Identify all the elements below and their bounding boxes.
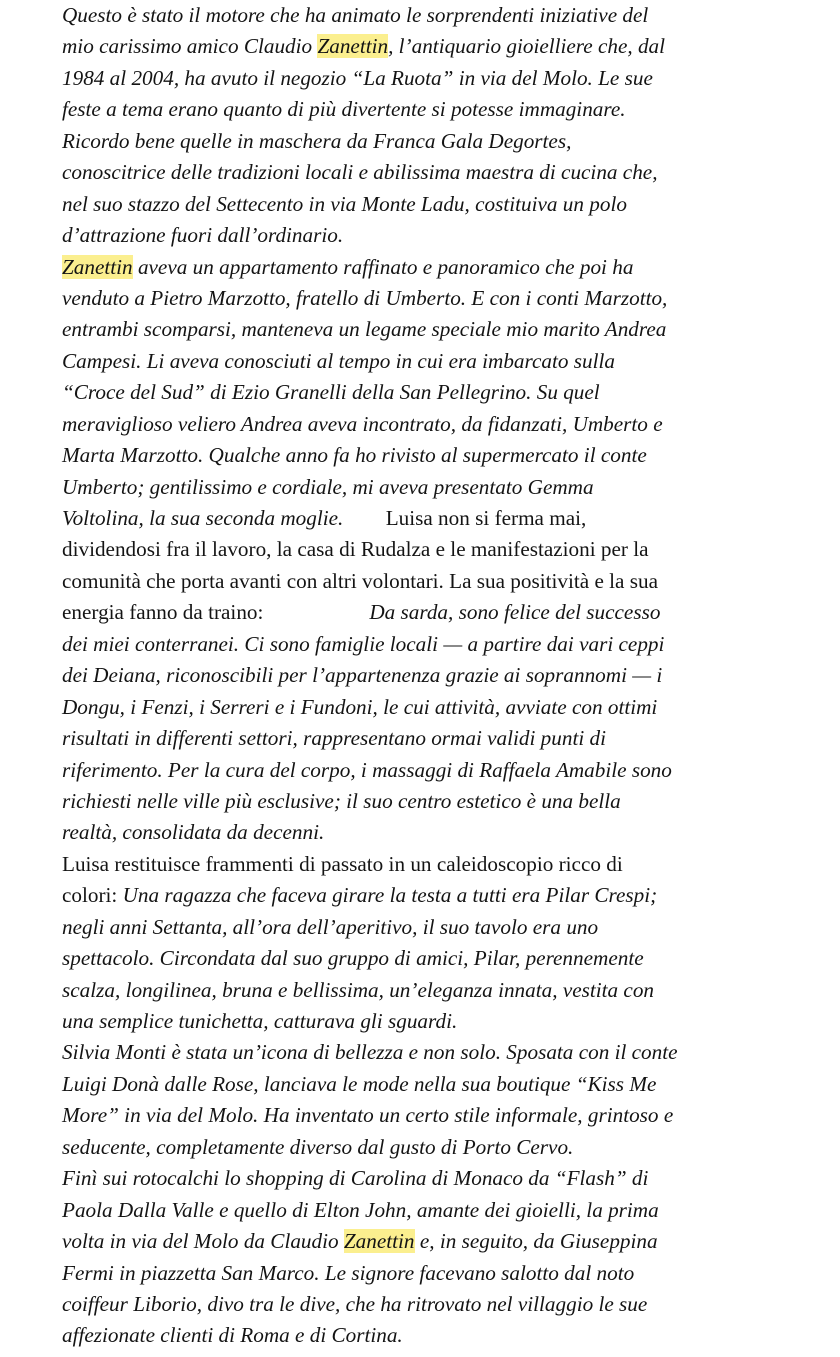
text-line: [62, 63, 822, 94]
text-line: [62, 629, 822, 660]
text-line: [62, 157, 822, 188]
text-line: [62, 220, 822, 251]
text-line: [62, 377, 822, 408]
text-run: comunità che porta avanti con altri volontari. La sua positività e la sua: [62, 568, 659, 593]
text-line: [62, 1320, 822, 1351]
text-line: [62, 1163, 822, 1194]
text-run: Finì sui rotocalchi lo shopping di Carolina di Monaco da “Flash” di: [62, 1166, 649, 1191]
text-line: [62, 1037, 822, 1068]
text-run: riferimento. Per la cura del corpo, i massaggi di Raffaela Amabile sono: [62, 757, 672, 782]
text-run: Luigi Donà dalle Rose, lanciava le mode nella sua boutique “Kiss Me: [62, 1071, 657, 1096]
text-run: dei Deiana, riconoscibili per l’appartenenza grazie ai soprannomi — i: [62, 663, 663, 688]
text-run: Umberto; gentilissimo e cordiale, mi aveva presentato Gemma: [62, 474, 594, 499]
text-run: dividendosi fra il lavoro, la casa di Rudalza e le manifestazioni per la: [62, 537, 649, 562]
text-line: [62, 1289, 822, 1320]
text-run: Una ragazza che faceva girare la testa a tutti era Pilar Crespi;: [122, 883, 658, 908]
text-line: [62, 283, 822, 314]
text-run: aveva un appartamento raffinato e panoramico che poi ha: [132, 254, 634, 279]
text-run: Luisa non si ferma mai,: [343, 506, 587, 530]
text-line: [62, 1226, 822, 1257]
text-line: [62, 31, 822, 62]
text-line: [62, 503, 822, 534]
text-run: e, in seguito, da Giuseppina: [414, 1229, 658, 1254]
text-line: [62, 597, 822, 628]
text-line: [62, 126, 822, 157]
text-line: [62, 1195, 822, 1226]
text-run: meraviglioso veliero Andrea aveva incontrato, da fidanzati, Umberto e: [62, 411, 663, 436]
text-run: More” in via del Molo. Ha inventato un certo stile informale, grintoso e: [62, 1103, 674, 1128]
text-run: Dongu, i Fenzi, i Serreri e i Fundoni, le cui attività, avviate con ottimi: [62, 694, 658, 719]
text-line: [62, 0, 822, 31]
text-run: Marta Marzotto. Qualche anno fa ho rivisto al supermercato il conte: [62, 443, 647, 468]
highlighted-name: Zanettin: [343, 1229, 415, 1254]
text-line: [62, 943, 822, 974]
text-line: [62, 880, 822, 911]
highlighted-name: Zanettin: [62, 254, 133, 279]
text-line: [62, 817, 822, 848]
text-run: Voltolina, la sua seconda moglie.: [62, 506, 344, 530]
text-line: [62, 94, 822, 125]
text-run: d’attrazione fuori dall’ordinario.: [62, 223, 344, 248]
text-run: Fermi in piazzetta San Marco. Le signore facevano salotto dal noto: [62, 1260, 635, 1285]
text-line: [62, 440, 822, 471]
text-line: [62, 472, 822, 503]
text-run: Ricordo bene quelle in maschera da Franca Gala Degortes,: [62, 128, 572, 153]
text-line: [62, 786, 822, 817]
text-run: mio carissimo amico Claudio: [62, 34, 318, 59]
text-line: [62, 723, 822, 754]
text-run: Questo è stato il motore che ha animato le sorprendenti iniziative del: [62, 3, 649, 27]
text-run: scalza, longilinea, bruna e bellissima, un’eleganza innata, vestita con: [62, 977, 655, 1002]
text-run: colori:: [62, 883, 123, 908]
text-run: dei miei conterranei. Ci sono famiglie locali — a partire dai vari ceppi: [62, 631, 665, 656]
text-line: [62, 975, 822, 1006]
text-run: conoscitrice delle tradizioni locali e abilissima maestra di cucina che,: [62, 160, 658, 185]
text-run: venduto a Pietro Marzotto, fratello di Umberto. E con i conti Marzotto,: [62, 285, 668, 310]
text-line: [62, 1069, 822, 1100]
text-run: entrambi scomparsi, manteneva un legame speciale mio marito Andrea: [62, 317, 667, 342]
text-run: feste a tema erano quanto di più divertente si potesse immaginare.: [62, 97, 626, 122]
text-run: 1984 al 2004, ha avuto il negozio “La Ruota” in via del Molo. Le sue: [62, 65, 653, 90]
text-run: Luisa restituisce frammenti di passato in un caleidoscopio ricco di: [62, 851, 623, 876]
text-run: spettacolo. Circondata dal suo gruppo di amici, Pilar, perennemente: [62, 946, 644, 971]
text-run: energia fanno da traino:: [62, 600, 370, 625]
text-run: risultati in differenti settori, rappresentano ormai validi punti di: [62, 726, 607, 751]
text-line: [62, 346, 822, 377]
text-run: , l’antiquario gioielliere che, dal: [388, 34, 666, 59]
text-line: [62, 1100, 822, 1131]
text-line: [62, 189, 822, 220]
highlighted-name: Zanettin: [317, 34, 389, 59]
text-line: [62, 409, 822, 440]
text-run: Da sarda, sono felice del successo: [369, 600, 661, 625]
text-line: [62, 1258, 822, 1289]
text-run: Silvia Monti è stata un’icona di bellezza e non solo. Sposata con il conte: [62, 1040, 678, 1065]
text-line: [62, 1006, 822, 1037]
text-line: [62, 755, 822, 786]
text-line: [62, 314, 822, 345]
text-run: richiesti nelle ville più esclusive; il suo centro estetico è una bella: [62, 788, 621, 813]
text-run: Campesi. Li aveva conosciuti al tempo in cui era imbarcato sulla: [62, 348, 615, 373]
text-run: coiffeur Liborio, divo tra le dive, che ha ritrovato nel villaggio le sue: [62, 1291, 648, 1316]
text-line: [62, 660, 822, 691]
text-line: [62, 566, 822, 597]
text-run: Paola Dalla Valle e quello di Elton John, amante dei gioielli, la prima: [62, 1197, 659, 1222]
text-run: negli anni Settanta, all’ora dell’aperitivo, il suo tavolo era uno: [62, 914, 599, 939]
text-line: [62, 252, 822, 283]
document-body: [62, 0, 822, 1352]
text-run: seducente, completamente diverso dal gusto di Porto Cervo.: [62, 1134, 574, 1159]
text-line: [62, 849, 822, 880]
text-run: una semplice tunichetta, catturava gli sguardi.: [62, 1009, 458, 1033]
text-line: [62, 692, 822, 723]
text-line: [62, 912, 822, 943]
text-run: affezionate clienti di Roma e di Cortina.: [62, 1323, 403, 1348]
text-line: [62, 1132, 822, 1163]
text-run: nel suo stazzo del Settecento in via Monte Ladu, costituiva un polo: [62, 191, 627, 216]
text-run: “Croce del Sud” di Ezio Granelli della San Pellegrino. Su quel: [62, 380, 600, 405]
text-line: [62, 534, 822, 565]
text-run: volta in via del Molo da Claudio: [62, 1229, 344, 1254]
text-run: realtà, consolidata da decenni.: [62, 820, 325, 845]
